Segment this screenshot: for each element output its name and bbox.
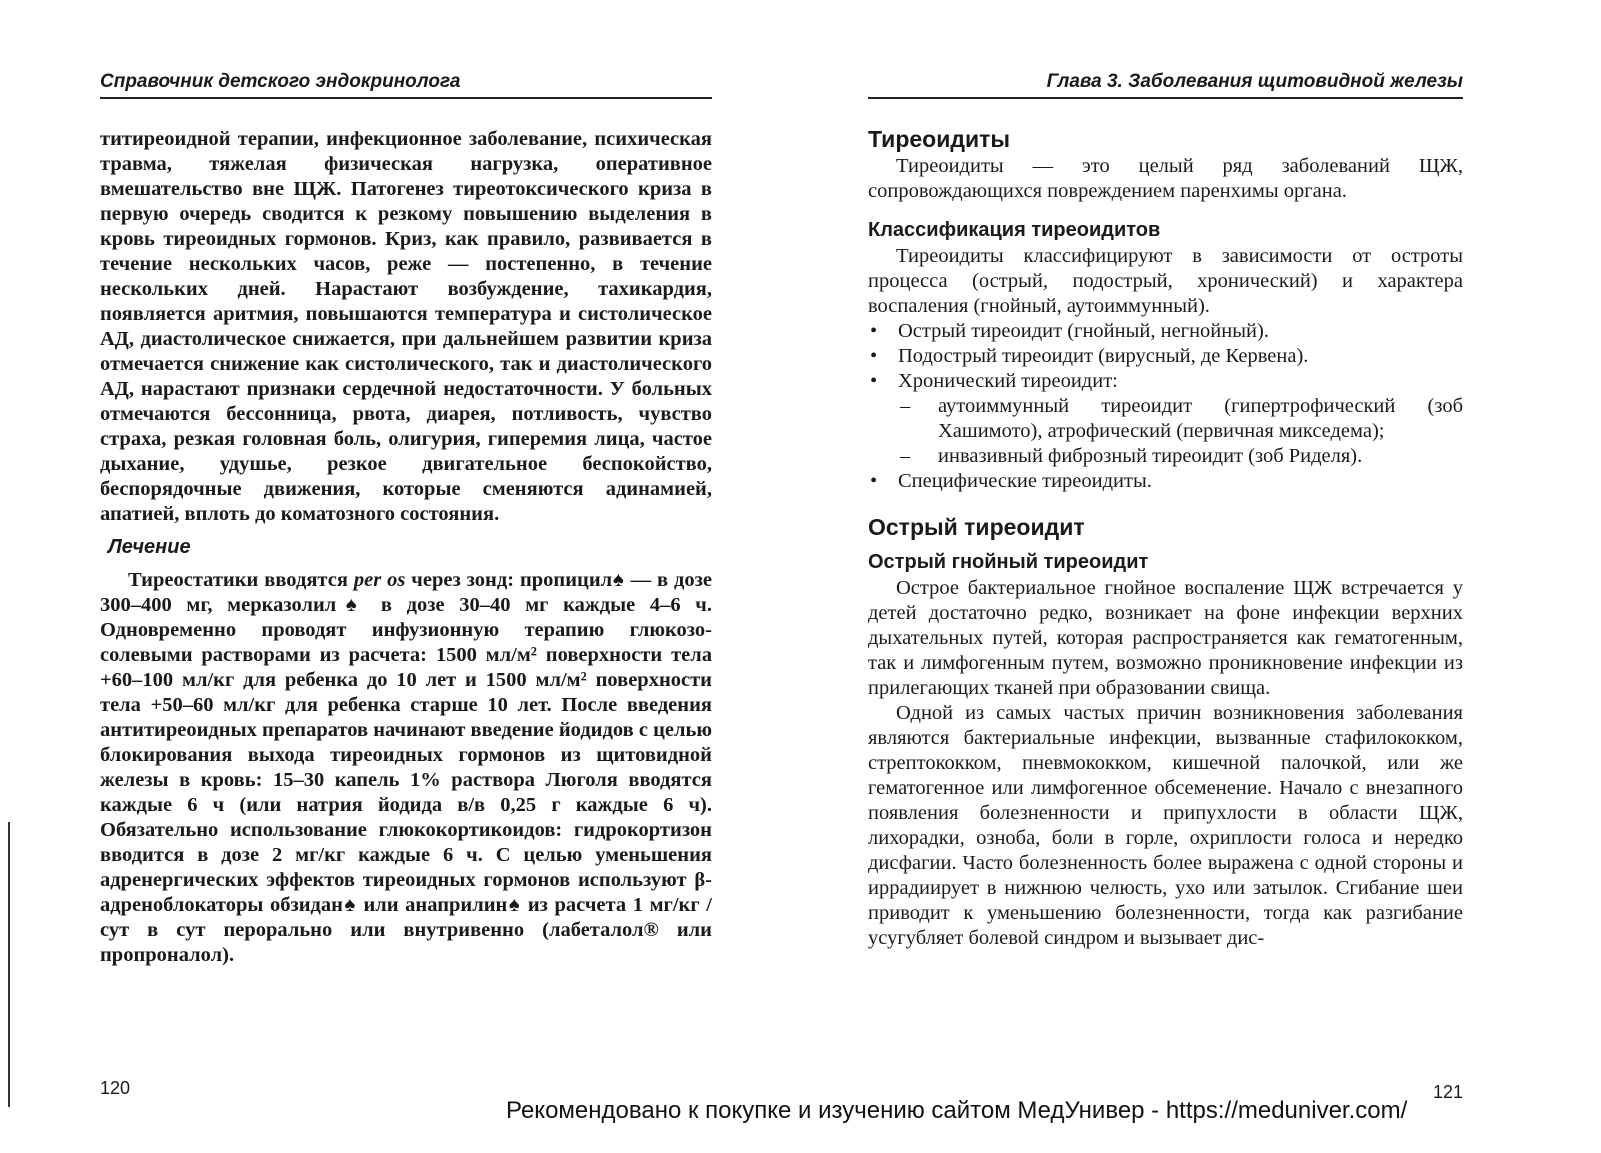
paragraph-thyroiditis: Тиреоидиты — это целый ряд заболеваний ЩЖ, сопровождающихся повреждением паренхимы органа. <box>868 155 1463 202</box>
list-item-label: Хронический тиреоидит: <box>898 370 1118 392</box>
page-number: 121 <box>1432 1082 1463 1102</box>
scan-margin-line <box>8 822 10 1107</box>
list-item <box>868 369 1463 469</box>
sublist-item: – аутоиммунный тиреоидит (гипертрофический (зоб Хашимото), атрофический (первичная микседема); <box>868 394 1463 444</box>
heading-thyroiditis: Тиреоидиты <box>868 126 1010 152</box>
running-header: Справочник детского эндокринолога <box>100 70 712 99</box>
treatment-per-os: per os <box>353 569 406 591</box>
classification-list <box>868 319 1463 494</box>
sublist-item: – инвазивный фиброзный тиреоидит (зоб Риделя). <box>868 444 1463 469</box>
treatment-text-start: Тиреостатики вводятся <box>128 569 354 591</box>
right-page-body <box>868 124 1463 951</box>
watermark-text: Рекомендовано к покупке и изучению сайтом МедУнивер - https://meduniver.com/ <box>506 1097 1408 1124</box>
heading-acute-thyroiditis: Острый тиреоидит <box>868 514 1085 540</box>
paragraph-crisis: титиреоидной терапии, инфекционное заболевание, психическая травма, тяжелая физическая нагрузка, оперативное вмешательство вне ЩЖ. Патогенез тиреотоксического криза в первую очередь сводится к резкому повышению выделения в кровь тиреоидных гормонов. Криз, как правило, развивается в течение нескольких часов, реже — постепенно, в течение нескольких дней. Нарастают возбуждение, тахикардия, появляется аритмия, повышаются температура и систолическое АД, диастолическое снижается, при дальнейшем развитии криза отмечается снижение как систолического, так и диастолического АД, нарастают признаки сердечной недостаточности. У больных отмечаются бессонница, рвота, диарея, потливость, чувство страха, резкая головная боль, олигурия, гиперемия лица, частое дыхание, удушье, резкое двигательное беспокойство, беспорядочные движения, которые сменяются адинамией, апатией, вплоть до коматозного состояния. <box>100 128 712 525</box>
treatment-text-rest: через зонд: пропицил♠ — в дозе 300–400 мг, мерказолил♠ в дозе 30–40 мг каждые 4–6 ч. Одновременно проводят инфузионную терапию глюкозо-солевыми растворами из расчета: 1500 мл/м² поверхности тела +60–100 мл/кг для ребенка до 10 лет и 1500 мл/м² поверхности тела +50–60 мл/кг для ребенка старше 10 лет. После введения антитиреоидных препаратов начинают введение йодидов с целью блокирования выхода тиреоидных гормонов из щитовидной железы в кровь: 15–30 капель 1% раствора Люголя вводятся каждые 6 ч (или натрия йодида в/в 0,25 г каждые 6 ч). Обязательно использование глюкокортикоидов: гидрокортизон вводится в дозе 2 мг/кг каждые 6 ч. С целью уменьшения адренергических эффектов тиреоидных гормонов используют β-адреноблокаторы обзидан♠ или анаприлин♠ из расчета 1 мг/кг /сут в сут перорально или внутривенно (лабеталол® или пропроналол). <box>100 569 713 966</box>
subheading-treatment: Лечение <box>108 536 191 558</box>
list-item: • Подострый тиреоидит (вирусный, де Кервена). <box>868 344 1463 369</box>
right-page <box>868 0 1463 1153</box>
paragraph-acute-1: Острое бактериальное гнойное воспаление ЩЖ встречается у детей достаточно редко, возникает на фоне инфекции верхних дыхательных путей, которая распространяется как гематогенным, так и лимфогенным путем, возможно проникновение инфекции из прилегающих тканей при образовании свища. <box>868 577 1463 699</box>
heading-acute-purulent: Острый гнойный тиреоидит <box>868 551 1149 573</box>
paragraph-acute-2: Одной из самых частых причин возникновения заболевания являются бактериальные инфекции, вызванные стафилококком, стрептококком, пневмококком, кишечной палочкой, или же гематогенное или лимфогенное обсеменение. Начало с внезапного появления болезненности и припухлости в области ЩЖ, лихорадки, озноба, боли в горле, охриплости голоса и нередко дисфагии. Часто болезненность более выражена с одной стороны и иррадиирует в нижнюю челюсть, ухо или затылок. Сгибание шеи приводит к уменьшению болезненности, тогда как разгибание усугубляет болевой синдром и вызывает дис- <box>868 702 1463 949</box>
sublist <box>868 394 1463 469</box>
list-item: • Острый тиреоидит (гнойный, негнойный). <box>868 319 1463 344</box>
left-page-body <box>100 127 712 968</box>
list-item: • Специфические тиреоидиты. <box>868 469 1463 494</box>
left-page <box>100 0 712 1153</box>
paragraph-classification: Тиреоидиты классифицируют в зависимости от остроты процесса (острый, подострый, хронический) и характера воспаления (гнойный, аутоиммунный). <box>868 245 1463 317</box>
heading-classification: Классификация тиреоидитов <box>868 219 1161 241</box>
running-header: Глава 3. Заболевания щитовидной железы <box>868 70 1463 99</box>
paragraph-treatment <box>100 568 712 968</box>
page-number: 120 <box>100 1078 131 1098</box>
